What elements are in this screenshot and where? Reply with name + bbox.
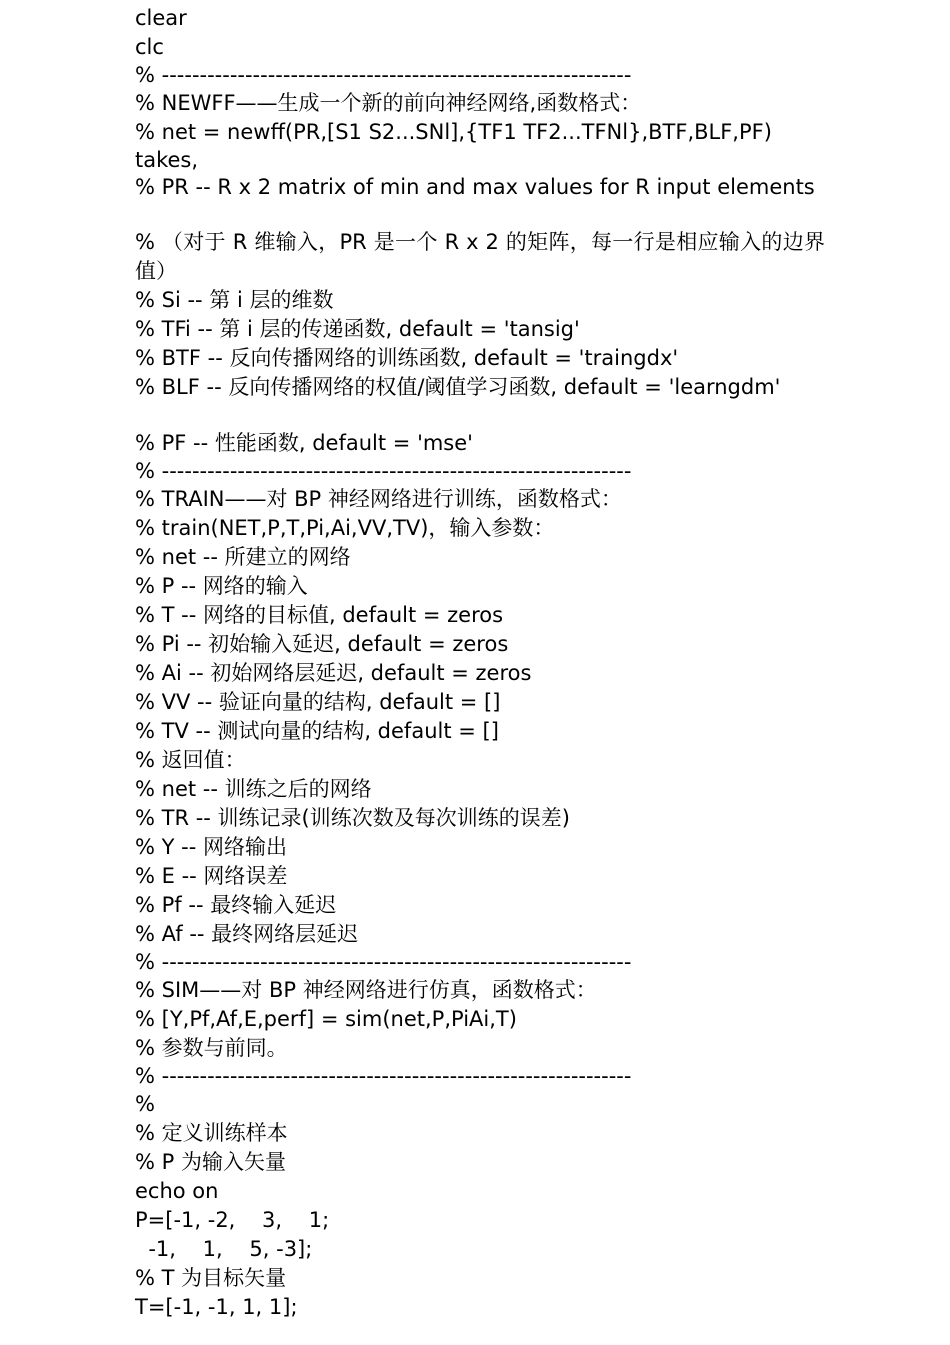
- comment-tv: % TV -- 测试向量的结构, default = []: [135, 719, 499, 743]
- separator-line: % --------------------------------------------------------------: [135, 459, 632, 483]
- separator-line: % --------------------------------------------------------------: [135, 63, 632, 87]
- comment-params-same: % 参数与前同。: [135, 1036, 288, 1060]
- comment-empty: %: [135, 1092, 155, 1116]
- comment-train-signature: % train(NET,P,T,Pi,Ai,VV,TV)，输入参数：: [135, 516, 555, 540]
- comment-af-final: % Af -- 最终网络层延迟: [135, 922, 359, 946]
- comment-pr-description: % PR -- R x 2 matrix of min and max values for R input elements: [135, 175, 815, 199]
- comment-p: % P -- 网络的输入: [135, 574, 308, 598]
- code-echo-on: echo on: [135, 1179, 219, 1203]
- comment-p-input: % P 为输入矢量: [135, 1150, 286, 1174]
- separator-line: % --------------------------------------------------------------: [135, 950, 632, 974]
- code-p-matrix-row2: -1, 1, 5, -3];: [135, 1237, 313, 1261]
- comment-pf-final: % Pf -- 最终输入延迟: [135, 893, 337, 917]
- comment-ai: % Ai -- 初始网络层延迟, default = zeros: [135, 661, 532, 685]
- comment-tr: % TR -- 训练记录(训练次数及每次训练的误差): [135, 806, 570, 830]
- separator-line: % --------------------------------------------------------------: [135, 1064, 632, 1088]
- comment-blf: % BLF -- 反向传播网络的权值/阈值学习函数, default = 'learngdm': [135, 375, 781, 399]
- comment-btf: % BTF -- 反向传播网络的训练函数, default = 'traingdx': [135, 346, 679, 370]
- comment-tfi: % TFi -- 第 i 层的传递函数, default = 'tansig': [135, 317, 580, 341]
- comment-newff-signature: % net = newff(PR,[S1 S2...SNl],{TF1 TF2...TFNl},BTF,BLF,PF) takes,: [135, 120, 772, 172]
- comment-sim-signature: % [Y,Pf,Af,E,perf] = sim(net,P,PiAi,T): [135, 1007, 517, 1031]
- comment-si: % Si -- 第 i 层的维数: [135, 288, 334, 312]
- comment-e: % E -- 网络误差: [135, 864, 288, 888]
- code-line-clc: clc: [135, 35, 164, 59]
- comment-pi: % Pi -- 初始输入延迟, default = zeros: [135, 632, 509, 656]
- comment-net-trained: % net -- 训练之后的网络: [135, 777, 372, 801]
- comment-sim-heading: % SIM——对 BP 神经网络进行仿真，函数格式：: [135, 978, 597, 1002]
- code-line-clear: clear: [135, 6, 187, 30]
- comment-pf: % PF -- 性能函数, default = 'mse': [135, 431, 473, 455]
- comment-pr-chinese: % （对于 R 维输入，PR 是一个 R x 2 的矩阵，每一行是相应输入的边界值）: [135, 230, 825, 283]
- comment-t-target: % T 为目标矢量: [135, 1266, 287, 1290]
- comment-y: % Y -- 网络输出: [135, 835, 287, 859]
- code-p-matrix-row1: P=[-1, -2, 3, 1;: [135, 1208, 330, 1232]
- comment-define-samples: % 定义训练样本: [135, 1121, 288, 1145]
- comment-net: % net -- 所建立的网络: [135, 545, 351, 569]
- comment-newff-heading: % NEWFF——生成一个新的前向神经网络,函数格式：: [135, 91, 642, 115]
- comment-vv: % VV -- 验证向量的结构, default = []: [135, 690, 501, 714]
- code-listing: [135, 4, 825, 1322]
- comment-return-values: % 返回值：: [135, 748, 246, 772]
- comment-train-heading: % TRAIN——对 BP 神经网络进行训练，函数格式：: [135, 487, 622, 511]
- code-t-vector: T=[-1, -1, 1, 1];: [135, 1295, 298, 1319]
- comment-t: % T -- 网络的目标值, default = zeros: [135, 603, 504, 627]
